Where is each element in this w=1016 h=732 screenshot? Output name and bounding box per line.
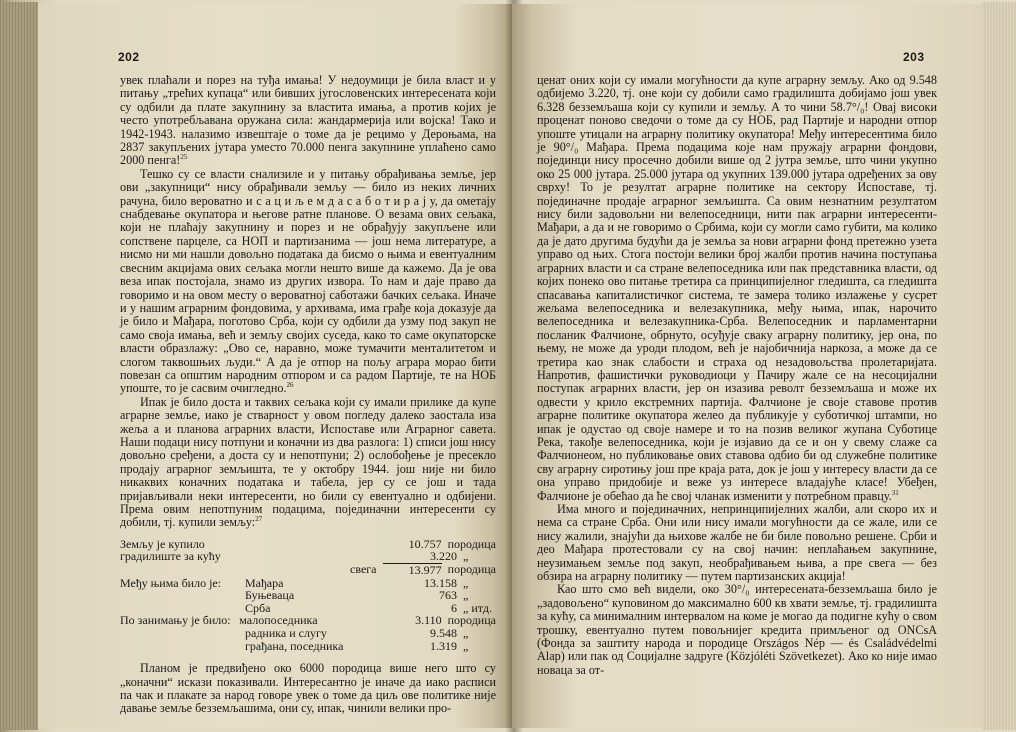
stats-row: Међу њима било је: Мађара 13.158 „ [120,575,469,590]
paragraph: ценат оних који су имали могућности да купе аграрну земљу. Ако од 9.548 одбијемо 3.220, тј. оне који су добили само градилишта добијамо још увек 6.328 безземљаша који су купили и земљу. А то чини 58.7°/₀! Овај високи проценат поново сведочи о томе да су НОБ, рад Партије и народни отпор упоште утицали на аграрну политику окупатора! Међу интересентима било је 90°/₀ Мађара. Према подацима које нам пружају аграрни фондови, појединци нису просечно добили више од 2 јутра земље, што чини укупно око 25 000 јутара. 25.000 јутара од укупних 139.000 јутара одређених за ову сврху! То је резултат аграрне политике на сектору Испоставе, тј. појединачне продаје аграрног земљишта. Са овим незнатним резултатом нису били задовољни ни велепоседници, нити пак аграрни интересенти-Мађари, а да и не говоримо о Србима, који су могли само губити, ма колико да је дато другима будући да је земља за нови аграрни фонд претежно узета управо од њих. Стога постоји велики број жалби против начина поступања аграрних власти и са стране велепоседника или пак представника власти, од којих понеко ово питање третира са принципијелног гледишта, са гледишта спасавања капиталистичког система, те замера толико излажење у сусрет жељама велепоседника и велезакупника, међу њима, ипак, нарочито велепоседника и велезакупника-Срба. Велепоседник и парламентарни посланик Фалчионе, обрнуто, осуђује сваку аграрну политику, јер она, по њему, не може да уроди плодом, већ је најобичнија наркоза, а може да се третира као знак слабости и страха од незадовољства пролетаријата. Напротив, фашистички руководиоци у Пачиру жале се на несоцијални поступак аграрних власти, јер он изазива револт безземљаша и може их одвести у крило екстремних партија. Фалчионе је своје ставове против аграрне политике окупатора желео да публикује у суботичкој штампи, но ипак је одустао од своје намере и то на позив великог жупана Суботице Река, такође велепоседника, који је изјавио да се и он у свему слаже са Фалчионеом, но публиковање ових ставова одбио би од служебне политике сву аграрну сиротињу још пре краја рата, док је још у интересу власти да се она управо придобије и веже уз интересе владајуће класе! Убеђен, Фалчионе је обећао да ће свој чланак изменити у потребном правцу.$^{31}$ [537,73,937,503]
footnote-ref: 27 [255,515,263,524]
paragraph: Има много и појединачних, непринципијелних жалби, али скоро их и нема са стране Срба. Они или нису имали могућности да се жале, или се нису жалили, знајући да њихове жалбе не би биле повољно решене. Срби и део Мађара протестовали су на свој начин: неплаћањем закупнине, неузимањем земље под закуп, необрађивањем њива, а пре свега — без обзира на аграрну политику — путем партизанских акција! [537,502,937,584]
paragraph: Као што смо већ видели, око 30°/₀ интересената-безземљаша било је „задовољено“ куповином до максимално 600 кв хвати земље, тј. градилишта за кућу, са минималним интервалом на коме је могао да подигне кућу о свом трошку, евентуално путем повољнијег кредита примљеног од ONCsA (Фонда за заштиту народа и породице Országos Nép — és Családvédelmi Alap) или пак од Социјалне задруге (Közjóléti Szövetkezet). Ако ко није имао новаца за от- [537,582,937,677]
left-page [38,4,512,728]
page-number-right: 203 [903,50,925,64]
stats-row: радника и слугу 9.548 „ [245,625,469,640]
paragraph: увек плаћали и порез на туђа имања! У недоумици је била власт и у питању „трећих купаца“ или бивших југословенских интересената који су одбили да плате закупнину за властита имања, а против којих је често употребљавана оружана сила: жандармерија или војска! Тако и 1942-1943. налазимо извештаје о томе да је рецимо у Дероњама, на 2837 закупљених јутара уместо 70.000 пенга закупнине уплаћено само 2000 пенга!$^{25}$ [120,73,496,168]
left-page-edges [0,2,38,730]
statistics-table [120,538,496,652]
right-page-edges [982,2,1016,730]
footnote-ref: 25 [180,153,188,162]
footnote-ref: 31 [891,488,899,497]
right-page-text [537,74,937,677]
paragraph: Ипак је било доста и таквих сељака који су имали прилике да купе аграрне земље, иако је стварност у овом погледу далеко заостала иза жеља а и планова аграрних власти, Испоставе или Аграрног савета. Наши подаци нису потпуни и коначни из два разлога: 1) списи још нису довољно сређени, а доста су и непотпуни; 2) ослобођење је пресекло продају аграрног земљишта, те у октобру 1944. још није ни било никаквих коначних података и табела, јер су се још и тада пријављивали неки интересенти, но били су евентуално и одбијени. Према овим непотпуним подацима, појединачни интересенти су добили, тј. купили земљу:$^{27}$ [120,394,496,530]
stats-row: По занимању је било: малопоседника 3.110 породица [120,613,496,628]
stats-row: Земљу је купило 10.757 породица [120,536,496,551]
stats-row: градилиште за кућу 3.220 „ [120,549,469,564]
stats-row: грађана, поседника 1.319 „ [245,638,469,653]
stats-row: Буњеваца 763 „ [245,588,469,603]
stats-row: Срба 6 „ итд. [245,600,492,615]
right-page [512,4,982,728]
paragraph: Тешко су се власти снализиле и у питању обрађивања земље, јер ови „закупници“ нису обрађивали земљу — било из неких личних рачуна, било вероватно и с а ц и љ е м д а с а б о т и р а ј у, да ометају снабдевање окупатора и његове ратне планове. О везама ових сељака, који не плаћају закупнину и порез и не обрађују закупљене или сопствене парцеле, са НОП и партизанима — још нема литературе, а нисмо ни ми нашли довољно података да бисмо о њима и евентуалним свесним акцијама ових сељака могли нешто више да кажемо. Да је ова веза ипак постојала, знамо из других извора. То нам и даје право да говоримо и на овом месту о вероватној саботажи бачких сељака. Иначе и у нашим аграрним фондовима, у архивама, има грађе која доказује да је било и Мађара, поготово Срба, који су одбили да узму под закуп не само своја имања, већ и земљу својих суседа, како то саме окупаторске власти образлажу: „Ово се, наравно, може тумачити менталитетом и слогом таквошњих људи.“ А да је отпор на пољу аграра морао бити повезан са општим народним отпором и са радом Партије, те на НОБ упоште, то је сасвим очигледно.$^{26}$ [120,166,496,396]
footnote-ref: 26 [286,381,294,390]
stats-row-total: свега 13.977 породица [350,562,496,577]
paragraph: Планом је предвиђено око 6000 породица више него што су „коначни“ искази показивали. Интересантно је иначе да иако расписи па чак и плакате за народ говоре увек о томе да циљ ове политике није давање земље безземљашима, они су, ипак, чинили велики про- [120,661,496,716]
left-page-text [120,74,496,716]
page-number-left: 202 [118,50,140,64]
